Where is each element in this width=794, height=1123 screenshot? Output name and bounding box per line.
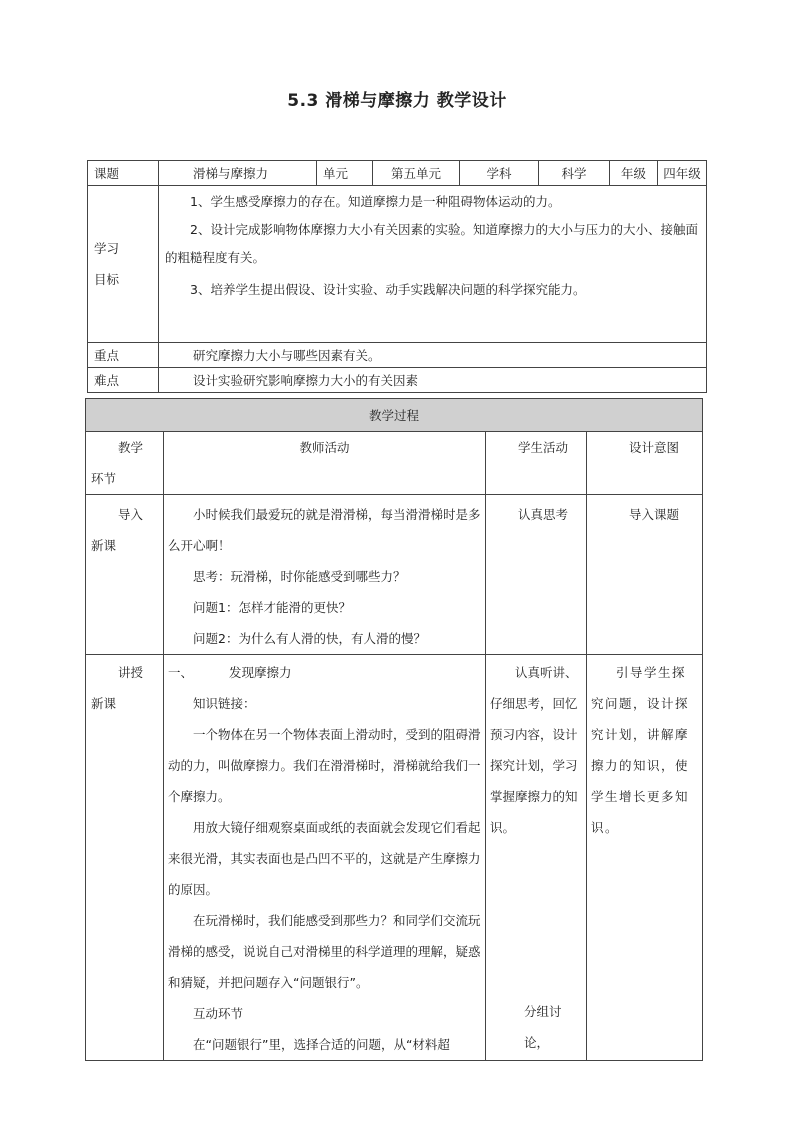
intro-student: 认真思考: [486, 495, 587, 655]
lecture-row: [86, 655, 703, 1061]
lecture-intent: 引导学生探究问题，设计探究计划，讲解摩擦力的知识，使学生增长更多知识。: [587, 655, 703, 1061]
intent-header: 设计意图: [587, 432, 703, 495]
document-title: 5.3 滑梯与摩擦力 教学设计: [287, 91, 507, 111]
grade-label: 年级: [610, 161, 658, 186]
process-header-row: [86, 432, 703, 495]
objectives-row: [88, 186, 707, 343]
lecture-student: 认真听讲、仔细思考，回忆预习内容，设计探究计划，学习掌握摩擦力的知识。 分组讨论，: [486, 655, 587, 1061]
key-point-value: 研究摩擦力大小与哪些因素有关。: [159, 343, 707, 368]
objectives-content: [159, 186, 707, 343]
objective-item: 2、设计完成影响物体摩擦力大小有关因素的实验。知道摩擦力的大小与压力的大小、接触面的粗糙程度有关。: [165, 222, 698, 265]
unit-value: 第五单元: [373, 161, 460, 186]
lecture-teacher: 一、 发现摩擦力 知识链接： 一个物体在另一个物体表面上滑动时，受到的阻碍滑动的力，叫做摩擦力。我们在滑滑梯时，滑梯就给我们一个摩擦力。 用放大镜仔细观察桌面或纸的表面就会发现它们看起来很光滑，其实表面也是凸凹不平的，这就是产生摩擦力的原因。 在玩滑梯时，我们能感受到那些力？和同学们交流玩滑梯的感受，说说自己对滑梯里的科学道理的理解，疑惑和猜疑，并把问题存入“问题银行”。 互动环节 在“问题银行”里，选择合适的问题，从“材料超: [164, 655, 486, 1061]
difficulty-label: 难点: [88, 368, 159, 393]
difficulty-value: 设计实验研究影响摩擦力大小的有关因素: [159, 368, 707, 393]
info-row: [88, 161, 707, 186]
student-header: 学生活动: [486, 432, 587, 495]
teacher-header: 教师活动: [164, 432, 486, 495]
intro-stage: 导入 新课: [86, 495, 164, 655]
course-info-table: [87, 160, 707, 393]
stage-header: 教学 环节: [86, 432, 164, 495]
intro-intent: 导入课题: [587, 495, 703, 655]
intro-teacher: 小时候我们最爱玩的就是滑滑梯，每当滑滑梯时是多么开心啊！ 思考：玩滑梯，时你能感受到哪些力？ 问题1：怎样才能滑的更快？ 问题2：为什么有人滑的快，有人滑的慢？: [164, 495, 486, 655]
subject-label: 学科: [460, 161, 539, 186]
key-point-label: 重点: [88, 343, 159, 368]
unit-label: 单元: [317, 161, 373, 186]
course-label: 课题: [88, 161, 159, 186]
grade-value: 四年级: [658, 161, 707, 186]
difficulty-row: [88, 368, 707, 393]
key-point-row: [88, 343, 707, 368]
section-heading: 一、 发现摩擦力: [168, 665, 292, 680]
objective-item: 1、学生感受摩擦力的存在。知道摩擦力是一种阻碍物体运动的力。: [190, 194, 561, 209]
course-value: 滑梯与摩擦力: [159, 161, 317, 186]
intro-row: [86, 495, 703, 655]
teaching-process-table: [85, 398, 703, 1061]
subject-value: 科学: [539, 161, 610, 186]
lecture-stage: 讲授 新课: [86, 655, 164, 1061]
objectives-label: 学习 目标: [88, 186, 159, 343]
process-band-title: 教学过程: [86, 399, 703, 432]
objective-item: 3、培养学生提出假设、设计实验、动手实践解决问题的科学探究能力。: [190, 282, 586, 297]
